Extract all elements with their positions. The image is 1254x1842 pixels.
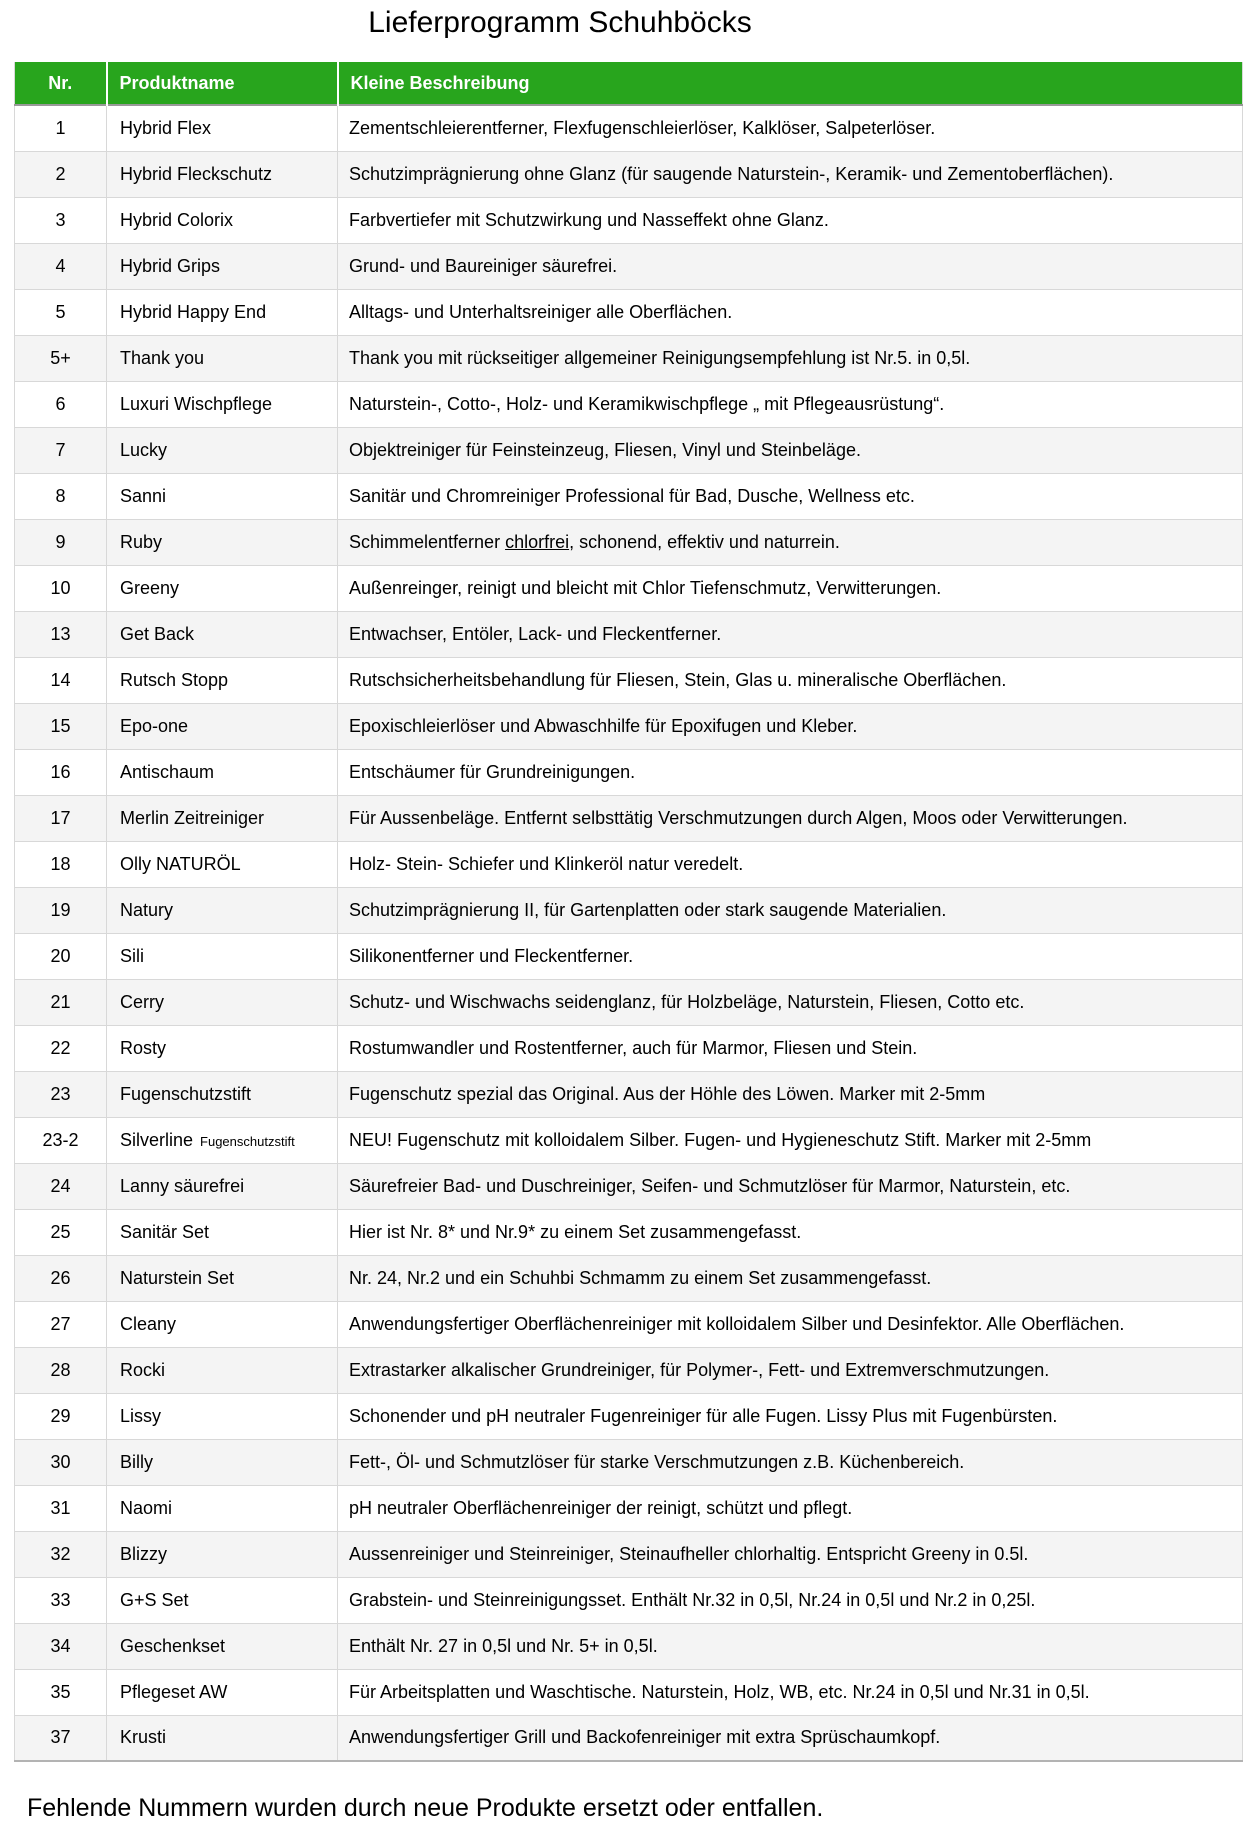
product-name (107, 335, 338, 381)
product-description: Nr. 24, Nr.2 und ein Schuhbi Schmamm zu einem Set zusammengefasst. (338, 1255, 1243, 1301)
product-description: Naturstein-, Cotto-, Holz- und Keramikwischpflege „ mit Pflegeausrüstung“. (338, 381, 1243, 427)
table-row (15, 979, 1243, 1025)
product-name (107, 519, 338, 565)
table-row (15, 1715, 1243, 1761)
product-description: NEU! Fugenschutz mit kolloidalem Silber. Fugen- und Hygieneschutz Stift. Marker mit 2-5mm (338, 1117, 1243, 1163)
product-description: Entwachser, Entöler, Lack- und Fleckentferner. (338, 611, 1243, 657)
table-body (15, 105, 1243, 1761)
product-name-main: Epo-one (120, 715, 189, 736)
product-description: Farbvertiefer mit Schutzwirkung und Nasseffekt ohne Glanz. (338, 197, 1243, 243)
table-row (15, 473, 1243, 519)
product-name-main: Merlin Zeitreiniger (120, 807, 265, 828)
row-number: 9 (15, 519, 107, 565)
product-description: Schutzimprägnierung II, für Gartenplatten oder stark saugende Materialien. (338, 887, 1243, 933)
product-description: Grund- und Baureiniger säurefrei. (338, 243, 1243, 289)
product-name (107, 979, 338, 1025)
table-row (15, 243, 1243, 289)
table-row (15, 519, 1243, 565)
product-name (107, 1071, 338, 1117)
row-number: 34 (15, 1623, 107, 1669)
product-description: Schonender und pH neutraler Fugenreiniger für alle Fugen. Lissy Plus mit Fugenbürsten. (338, 1393, 1243, 1439)
product-name-main: Lissy (120, 1405, 162, 1426)
row-number: 20 (15, 933, 107, 979)
table-row (15, 1439, 1243, 1485)
product-name (107, 1715, 338, 1761)
product-description: Für Arbeitsplatten und Waschtische. Naturstein, Holz, WB, etc. Nr.24 in 0,5l und Nr.31 in 0,5l. (338, 1669, 1243, 1715)
product-name (107, 703, 338, 749)
table-header-row (15, 62, 1243, 105)
product-description: Fugenschutz spezial das Original. Aus der Höhle des Löwen. Marker mit 2-5mm (338, 1071, 1243, 1117)
row-number: 17 (15, 795, 107, 841)
product-name-main: Fugenschutzstift (120, 1083, 252, 1104)
row-number: 14 (15, 657, 107, 703)
table-row (15, 1117, 1243, 1163)
table-row (15, 1071, 1243, 1117)
table-row (15, 841, 1243, 887)
row-number: 26 (15, 1255, 107, 1301)
page-title: Lieferprogramm Schuhböcks (368, 6, 752, 39)
row-number: 15 (15, 703, 107, 749)
product-name-main: Hybrid Flex (120, 117, 212, 138)
product-description: Außenreinger, reinigt und bleicht mit Chlor Tiefenschmutz, Verwitterungen. (338, 565, 1243, 611)
table-row (15, 1255, 1243, 1301)
product-name-main: Thank you (120, 347, 205, 368)
product-name-main: Sanni (120, 485, 167, 506)
row-number: 37 (15, 1715, 107, 1761)
product-name-main: Rosty (120, 1037, 167, 1058)
product-name (107, 565, 338, 611)
row-number: 24 (15, 1163, 107, 1209)
product-description: Enthält Nr. 27 in 0,5l und Nr. 5+ in 0,5l. (338, 1623, 1243, 1669)
product-table (14, 62, 1243, 1762)
product-name-main: Olly NATURÖL (120, 853, 241, 874)
product-name (107, 1485, 338, 1531)
product-name (107, 1209, 338, 1255)
table-row (15, 933, 1243, 979)
product-name (107, 1301, 338, 1347)
product-name-main: Blizzy (120, 1543, 168, 1564)
row-number: 13 (15, 611, 107, 657)
product-description: Aussenreiniger und Steinreiniger, Steinaufheller chlorhaltig. Entspricht Greeny in 0.5l. (338, 1531, 1243, 1577)
product-name (107, 933, 338, 979)
row-number: 18 (15, 841, 107, 887)
product-name (107, 1025, 338, 1071)
product-description: pH neutraler Oberflächenreiniger der reinigt, schützt und pflegt. (338, 1485, 1243, 1531)
product-name-main: Krusti (120, 1727, 167, 1748)
product-description: Für Aussenbeläge. Entfernt selbsttätig Verschmutzungen durch Algen, Moos oder Verwitterungen. (338, 795, 1243, 841)
product-description: Schutz- und Wischwachs seidenglanz, für Holzbeläge, Naturstein, Fliesen, Cotto etc. (338, 979, 1243, 1025)
table-row (15, 151, 1243, 197)
product-description: Entschäumer für Grundreinigungen. (338, 749, 1243, 795)
row-number: 6 (15, 381, 107, 427)
table-row (15, 795, 1243, 841)
table-row (15, 703, 1243, 749)
row-number: 19 (15, 887, 107, 933)
product-name-main: Hybrid Fleckschutz (120, 163, 273, 184)
row-number: 35 (15, 1669, 107, 1715)
table-row (15, 197, 1243, 243)
table-row (15, 1669, 1243, 1715)
row-number: 8 (15, 473, 107, 519)
product-name (107, 795, 338, 841)
table-row (15, 657, 1243, 703)
product-description: Rutschsicherheitsbehandlung für Fliesen, Stein, Glas u. mineralische Oberflächen. (338, 657, 1243, 703)
row-number: 32 (15, 1531, 107, 1577)
row-number: 31 (15, 1485, 107, 1531)
row-number: 2 (15, 151, 107, 197)
product-name (107, 473, 338, 519)
row-number: 22 (15, 1025, 107, 1071)
product-name (107, 151, 338, 197)
table-row (15, 335, 1243, 381)
product-description: Rostumwandler und Rostentferner, auch für Marmor, Fliesen und Stein. (338, 1025, 1243, 1071)
table-row (15, 1209, 1243, 1255)
product-description: Grabstein- und Steinreinigungsset. Enthält Nr.32 in 0,5l, Nr.24 in 0,5l und Nr.2 in 0,25l. (338, 1577, 1243, 1623)
product-name (107, 1439, 338, 1485)
table-row (15, 427, 1243, 473)
product-name-main: Naomi (120, 1497, 173, 1518)
row-number: 27 (15, 1301, 107, 1347)
product-name (107, 1623, 338, 1669)
row-number: 3 (15, 197, 107, 243)
product-name-main: Sanitär Set (120, 1221, 210, 1242)
product-description: Extrastarker alkalischer Grundreiniger, für Polymer-, Fett- und Extremverschmutzungen. (338, 1347, 1243, 1393)
product-description: Schimmelentferner chlorfrei, schonend, effektiv und naturrein. (338, 519, 1243, 565)
product-name (107, 105, 338, 151)
product-name-main: Antischaum (120, 761, 215, 782)
product-name (107, 887, 338, 933)
product-name-main: Get Back (120, 623, 195, 644)
row-number: 1 (15, 105, 107, 151)
product-description: Alltags- und Unterhaltsreiniger alle Oberflächen. (338, 289, 1243, 335)
product-name-main: Lanny säurefrei (120, 1175, 245, 1196)
row-number: 23 (15, 1071, 107, 1117)
product-name-main: Sili (120, 945, 145, 966)
product-name (107, 749, 338, 795)
product-name (107, 657, 338, 703)
product-name (107, 243, 338, 289)
row-number: 5 (15, 289, 107, 335)
product-name-main: Hybrid Colorix (120, 209, 234, 230)
product-description: Epoxischleierlöser und Abwaschhilfe für Epoxifugen und Kleber. (338, 703, 1243, 749)
table-row (15, 565, 1243, 611)
product-name-main: Rutsch Stopp (120, 669, 229, 690)
product-name (107, 427, 338, 473)
row-number: 28 (15, 1347, 107, 1393)
row-number: 16 (15, 749, 107, 795)
product-name-main: G+S Set (120, 1589, 189, 1610)
product-description: Zementschleierentferner, Flexfugenschleierlöser, Kalklöser, Salpeterlöser. (338, 105, 1243, 151)
row-number: 33 (15, 1577, 107, 1623)
product-description: Säurefreier Bad- und Duschreiniger, Seifen- und Schmutzlöser für Marmor, Naturstein, etc. (338, 1163, 1243, 1209)
product-name-main: Ruby (120, 531, 163, 552)
underlined-word: chlorfrei (505, 531, 570, 552)
product-description: Holz- Stein- Schiefer und Klinkeröl natur veredelt. (338, 841, 1243, 887)
product-description: Silikonentferner und Fleckentferner. (338, 933, 1243, 979)
footer-note: Fehlende Nummern wurden durch neue Produkte ersetzt oder entfallen. (27, 1794, 824, 1822)
product-name-main: Pflegeset AW (120, 1681, 228, 1702)
column-header-produktname: Produktname (107, 62, 338, 105)
product-name-main: Hybrid Grips (120, 255, 221, 276)
table-row (15, 1485, 1243, 1531)
table-row (15, 887, 1243, 933)
column-header-nr: Nr. (15, 62, 107, 105)
product-description: Hier ist Nr. 8* und Nr.9* zu einem Set zusammengefasst. (338, 1209, 1243, 1255)
product-description: Sanitär und Chromreiniger Professional für Bad, Dusche, Wellness etc. (338, 473, 1243, 519)
table-row (15, 1347, 1243, 1393)
row-number: 23-2 (15, 1117, 107, 1163)
table-row (15, 1025, 1243, 1071)
product-name (107, 381, 338, 427)
product-name-main: Lucky (120, 439, 168, 460)
product-name-main: Geschenkset (120, 1635, 226, 1656)
product-name (107, 611, 338, 657)
table-row (15, 105, 1243, 151)
row-number: 30 (15, 1439, 107, 1485)
row-number: 4 (15, 243, 107, 289)
product-name (107, 1531, 338, 1577)
table-row (15, 749, 1243, 795)
row-number: 5+ (15, 335, 107, 381)
product-description: Anwendungsfertiger Grill und Backofenreiniger mit extra Sprüschaumkopf. (338, 1715, 1243, 1761)
row-number: 7 (15, 427, 107, 473)
table-row (15, 1301, 1243, 1347)
table-row (15, 381, 1243, 427)
product-name-main: Silverline (120, 1129, 194, 1150)
product-name (107, 1393, 338, 1439)
product-description: Objektreiniger für Feinsteinzeug, Fliesen, Vinyl und Steinbeläge. (338, 427, 1243, 473)
table-row (15, 1577, 1243, 1623)
product-name (107, 841, 338, 887)
product-name (107, 1669, 338, 1715)
product-name-main: Hybrid Happy End (120, 301, 267, 322)
product-description: Thank you mit rückseitiger allgemeiner Reinigungsempfehlung ist Nr.5. in 0,5l. (338, 335, 1243, 381)
table-header (15, 62, 1243, 105)
product-description: Anwendungsfertiger Oberflächenreiniger mit kolloidalem Silber und Desinfektor. Alle Oberflächen. (338, 1301, 1243, 1347)
product-description: Schutzimprägnierung ohne Glanz (für saugende Naturstein-, Keramik- und Zementoberflächen). (338, 151, 1243, 197)
row-number: 29 (15, 1393, 107, 1439)
product-name-main: Luxuri Wischpflege (120, 393, 273, 414)
product-name-main: Billy (120, 1451, 154, 1472)
product-name-main: Naturstein Set (120, 1267, 235, 1288)
table-row (15, 611, 1243, 657)
column-header-beschreibung: Kleine Beschreibung (338, 62, 1243, 105)
product-name (107, 1117, 338, 1163)
product-name-main: Rocki (120, 1359, 166, 1380)
table-row (15, 1393, 1243, 1439)
product-name (107, 197, 338, 243)
table-row (15, 1623, 1243, 1669)
product-description: Fett-, Öl- und Schmutzlöser für starke Verschmutzungen z.B. Küchenbereich. (338, 1439, 1243, 1485)
product-name (107, 1577, 338, 1623)
product-name-suffix: Fugenschutzstift (200, 1133, 295, 1149)
product-name-main: Greeny (120, 577, 180, 598)
product-name-main: Cerry (120, 991, 164, 1012)
product-name (107, 1347, 338, 1393)
product-name (107, 289, 338, 335)
table-row (15, 1163, 1243, 1209)
row-number: 21 (15, 979, 107, 1025)
table-row (15, 1531, 1243, 1577)
product-name (107, 1255, 338, 1301)
row-number: 25 (15, 1209, 107, 1255)
product-name (107, 1163, 338, 1209)
product-name-main: Natury (120, 899, 174, 920)
table-row (15, 289, 1243, 335)
product-name-main: Cleany (120, 1313, 177, 1334)
row-number: 10 (15, 565, 107, 611)
